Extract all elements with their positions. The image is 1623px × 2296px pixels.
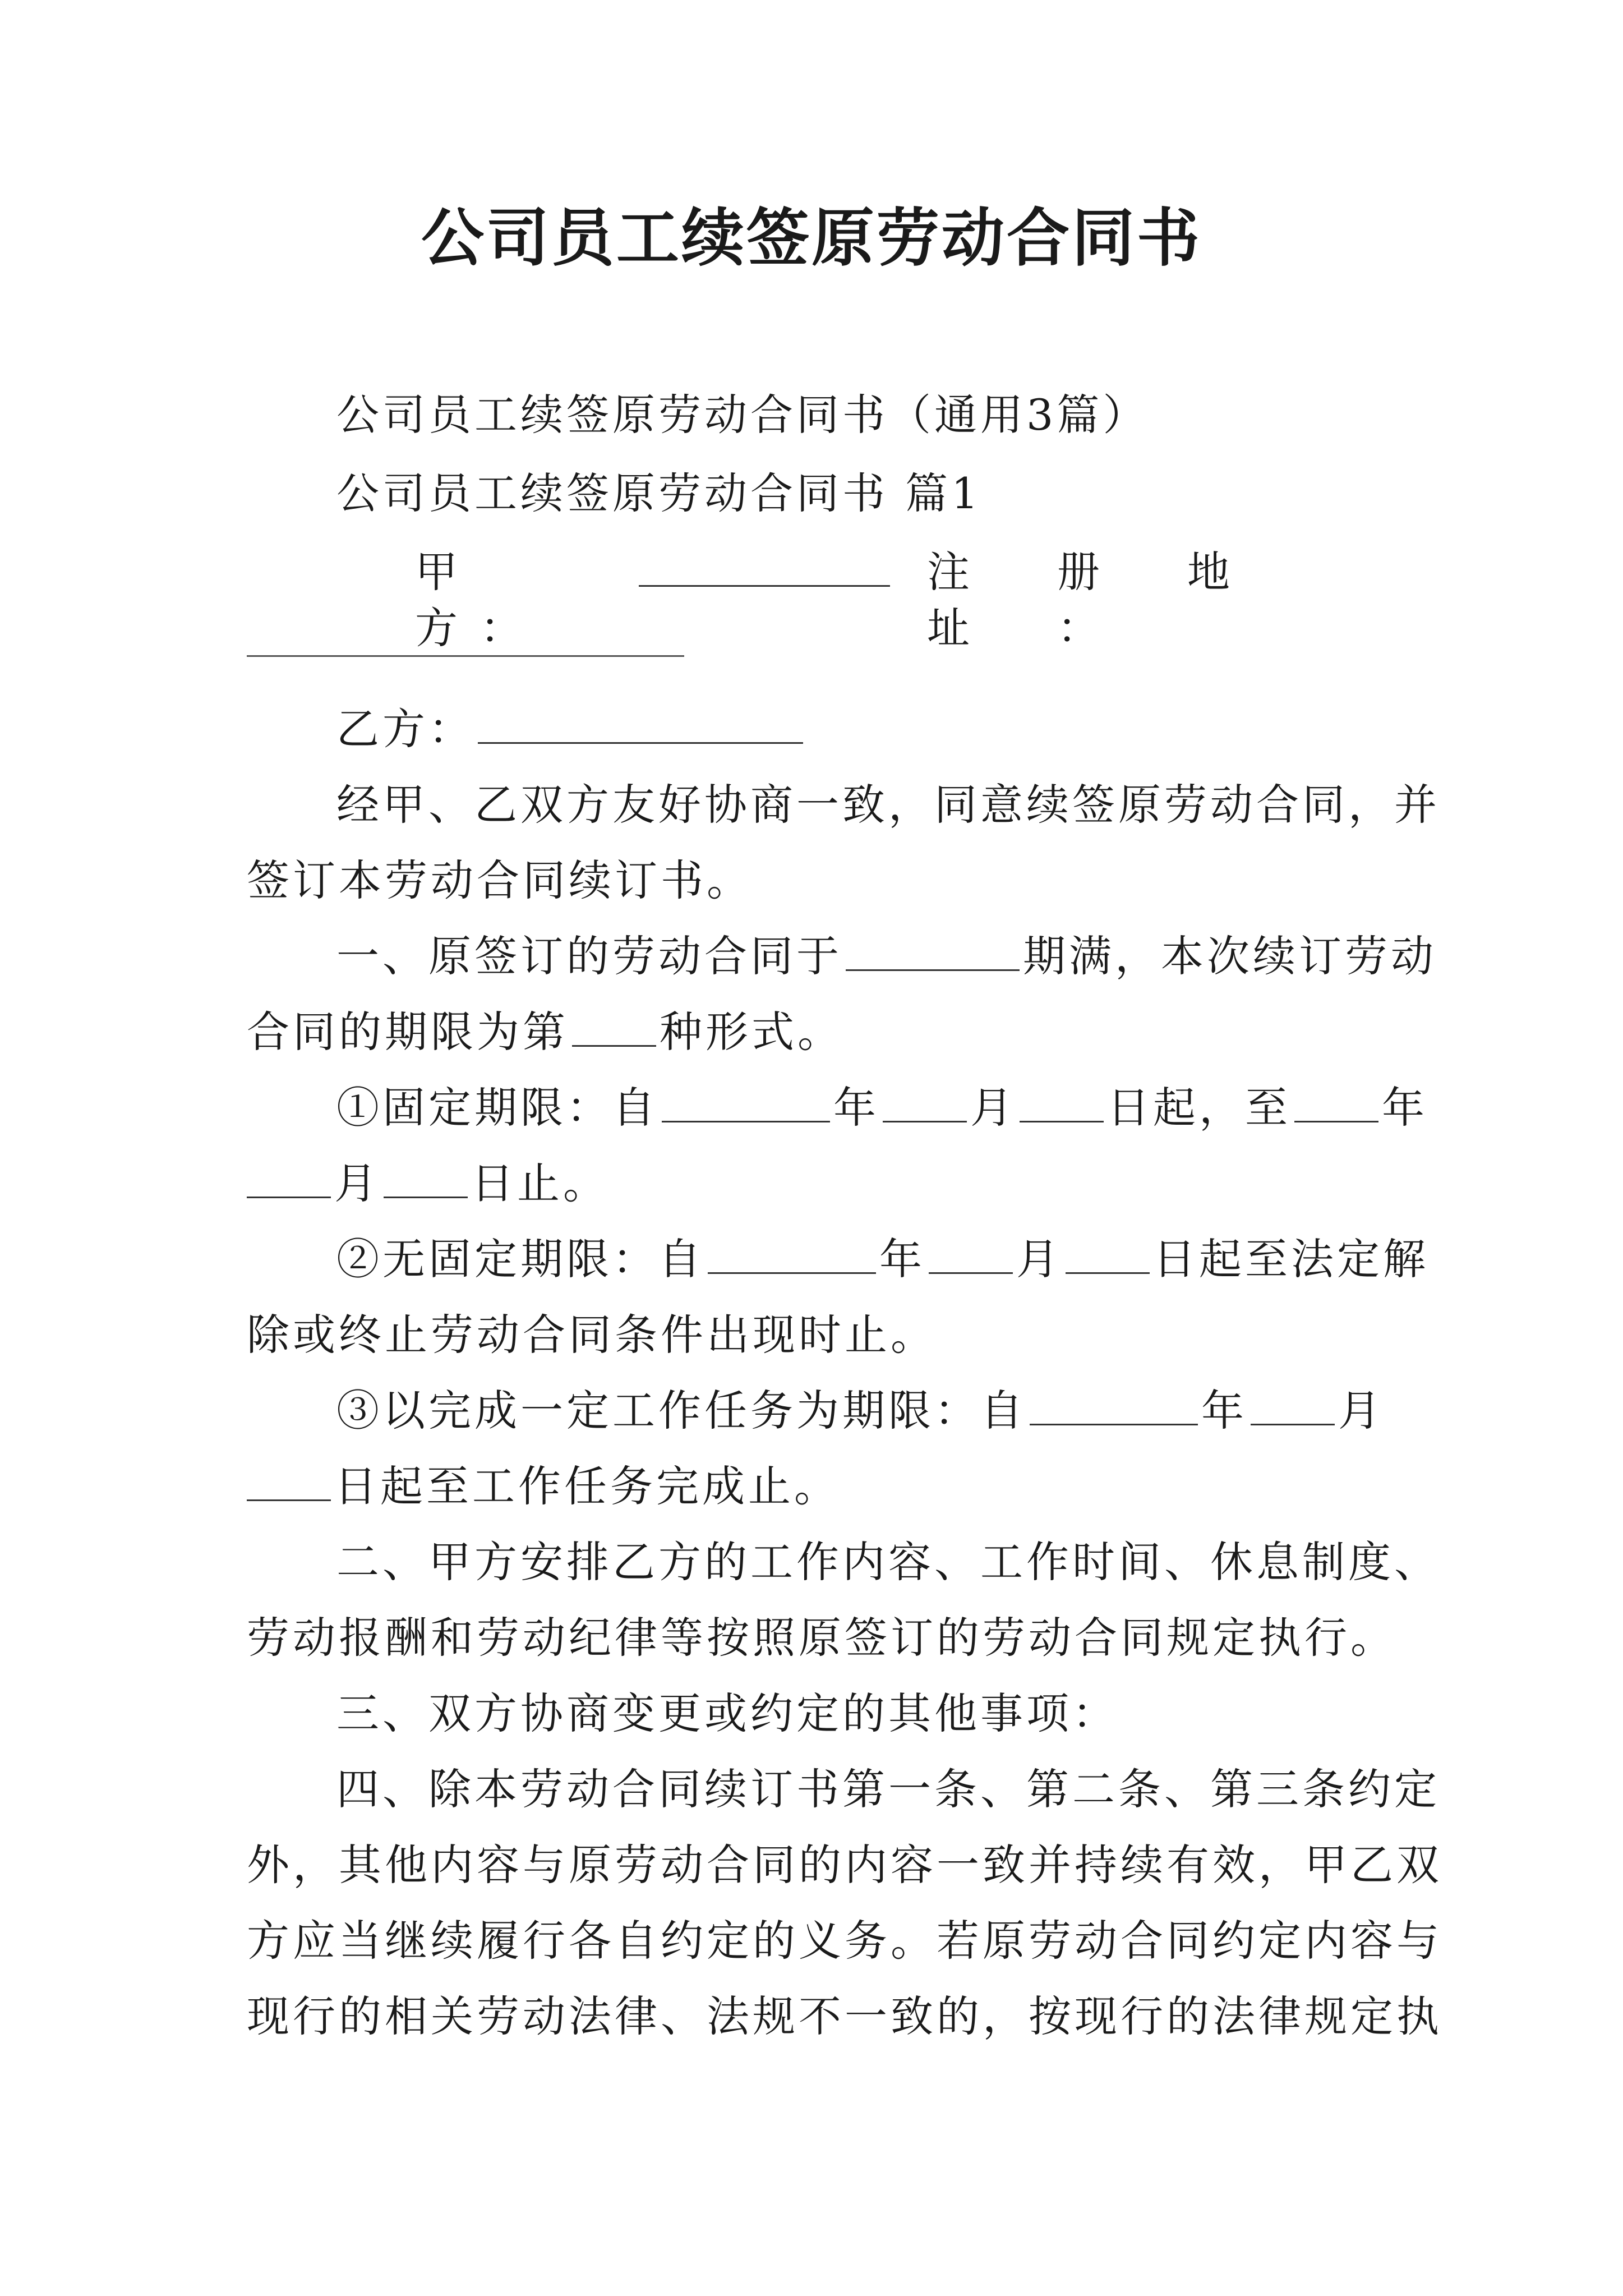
year-label: 年 [1382,1083,1428,1133]
intro-line-2: 签订本劳动合同续订书。 [247,855,753,905]
document-title: 公司员工续签原劳动合同书 [421,201,1202,275]
party-a-label: 甲 方： [415,547,545,653]
month-label: 月 [334,1158,380,1208]
month-label: 月 [1338,1386,1384,1435]
expiry-date-field[interactable] [846,929,1020,971]
task-term-line-1 [336,1383,1384,1439]
task-start-year-field[interactable] [1030,1383,1198,1425]
year-label: 年 [1201,1386,1247,1435]
open-term-line-1 [336,1231,1429,1287]
clause-1-text-c: 合同的期限为第 [247,1007,569,1057]
clause-4-line-3: 方应当继续履行各自约定的义务。若原劳动合同约定内容与 [247,1916,1442,1966]
open-start-month-field[interactable] [929,1232,1013,1274]
open-term-label: ②无固定期限：自 [336,1234,704,1284]
clause-4-line-2: 外，其他内容与原劳动合同的内容一致并持续有效，甲乙双 [247,1840,1442,1890]
subtitle: 公司员工续签原劳动合同书（通用3篇） [336,390,1149,440]
open-start-day-field[interactable] [1066,1232,1150,1274]
party-a-row [415,544,1380,656]
registered-address-label: 注 册 地 址 ： [927,547,1317,653]
month-label: 月 [1016,1234,1062,1284]
year-label: 年 [879,1234,925,1284]
task-term-line-2 [247,1458,840,1515]
fixed-start-year-field[interactable] [662,1080,830,1122]
registered-address-field[interactable] [247,655,684,657]
fixed-start-day-field[interactable] [1020,1080,1104,1122]
clause-1-text-d: 种形式。 [660,1007,843,1057]
task-start-day-field[interactable] [247,1459,331,1501]
clause-1-text-a: 一、原签订的劳动合同于 [336,931,842,981]
open-term-text: 日起至法定解 [1153,1234,1429,1284]
clause-4-line-4: 现行的相关劳动法律、法规不一致的，按现行的法律规定执 [247,1991,1442,2041]
open-start-year-field[interactable] [708,1232,876,1274]
clause-1-line-1 [336,928,1437,984]
year-label: 年 [833,1083,879,1133]
section-heading: 公司员工续签原劳动合同书 篇1 [336,468,982,518]
clause-4-line-1: 四、除本劳动合同续订书第一条、第二条、第三条约定 [336,1764,1440,1814]
day-from-to-label: 日起，至 [1107,1083,1291,1133]
day-end-label: 日止。 [471,1158,609,1208]
party-b-row [336,701,806,757]
task-term-label: ③以完成一定工作任务为期限：自 [336,1386,1026,1435]
fixed-end-month-field[interactable] [247,1156,331,1198]
clause-2-line-1: 二、甲方安排乙方的工作内容、工作时间、休息制度、 [336,1537,1440,1587]
clause-3: 三、双方协商变更或约定的其他事项： [336,1688,1118,1738]
party-b-label: 乙方： [336,704,474,754]
party-b-field[interactable] [478,702,803,744]
form-number-field[interactable] [572,1005,656,1047]
fixed-term-line-2 [247,1156,609,1212]
clause-2-line-2: 劳动报酬和劳动纪律等按照原签订的劳动合同规定执行。 [247,1613,1396,1663]
fixed-end-day-field[interactable] [384,1156,468,1198]
clause-1-text-b: 期满，本次续订劳动 [1023,931,1437,981]
task-term-text: 日起至工作任务完成止。 [334,1461,840,1511]
open-term-line-2: 除或终止劳动合同条件出现时止。 [247,1310,937,1360]
month-label: 月 [970,1083,1016,1133]
fixed-term-line-1 [336,1080,1428,1136]
task-start-month-field[interactable] [1251,1383,1335,1425]
fixed-term-label: ①固定期限：自 [336,1083,658,1133]
fixed-start-month-field[interactable] [883,1080,967,1122]
clause-1-line-2 [247,1004,843,1060]
party-a-field[interactable] [639,545,890,587]
intro-line-1: 经甲、乙双方友好协商一致，同意续签原劳动合同，并 [336,780,1440,830]
fixed-end-year-field[interactable] [1294,1080,1378,1122]
